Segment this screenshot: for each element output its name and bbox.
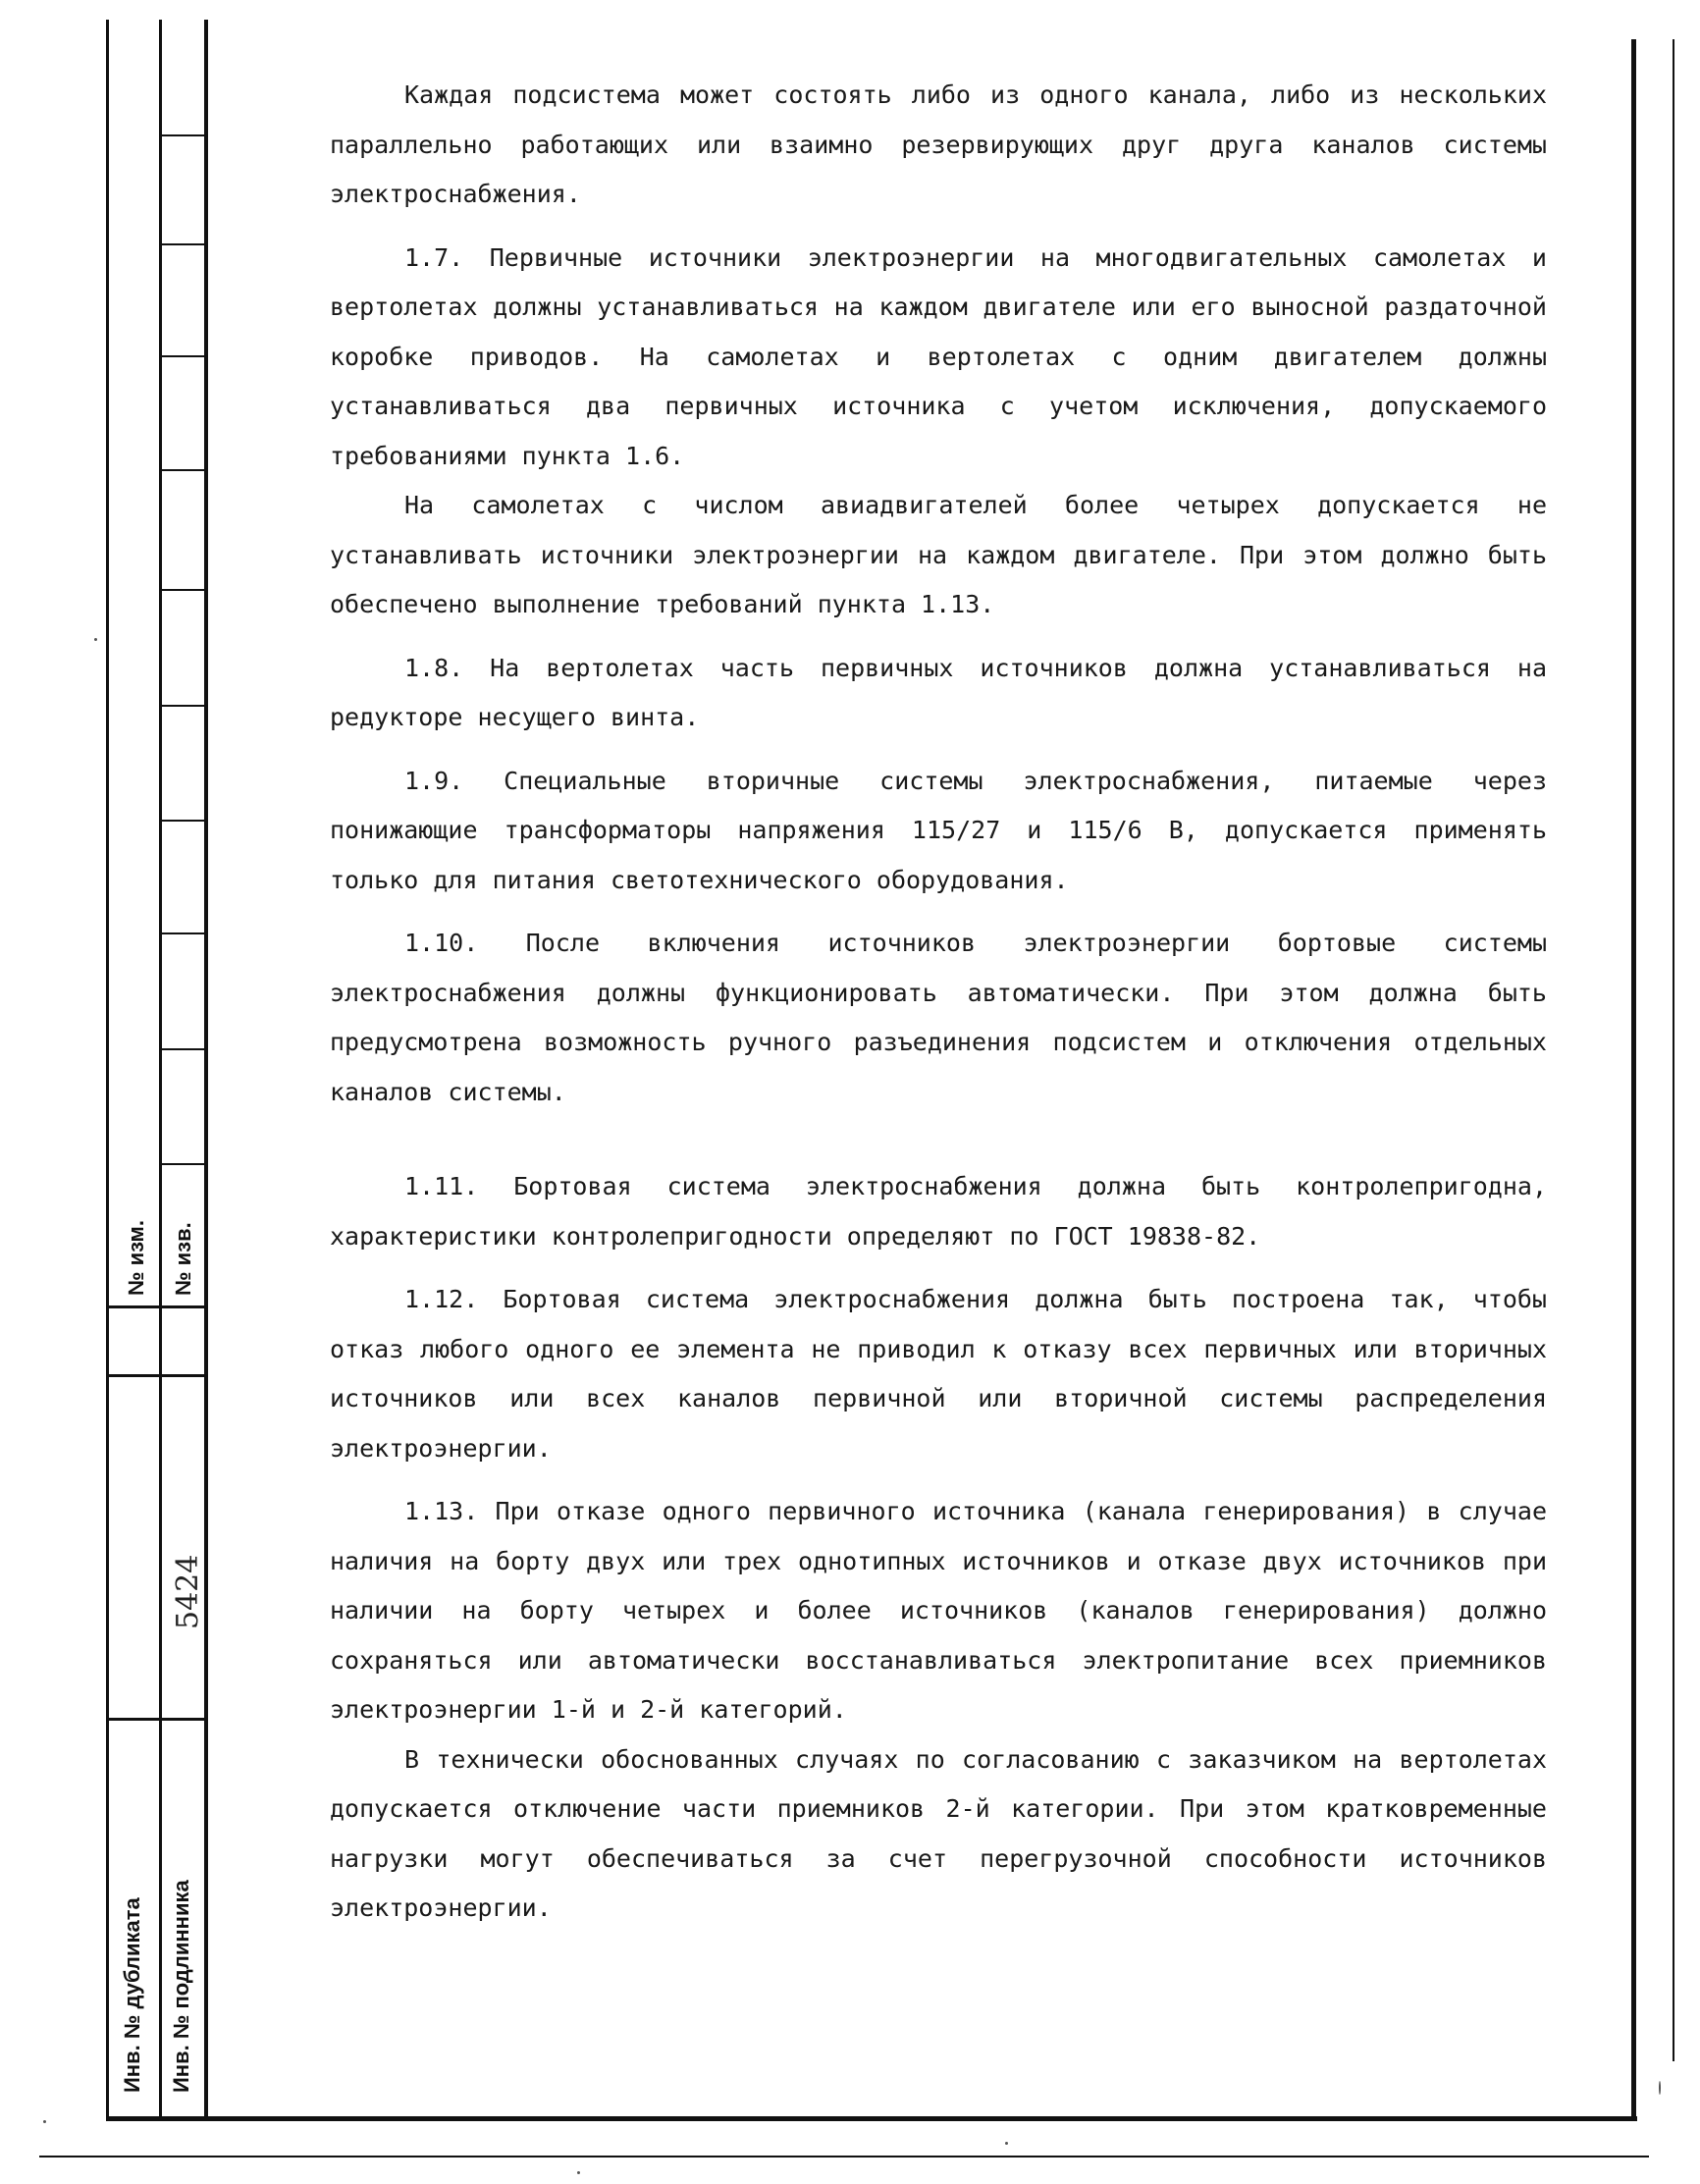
- paragraph-1-10: 1.10. После включения источников электроэнергии бортовые системы электроснабжения должны функционировать автоматически. При этом должна быть предусмотрена возможность ручного разъединения подсистем и отключения отдельных каналов системы.: [330, 929, 1547, 1106]
- scan-speck: [1659, 2081, 1661, 2095]
- label-inv-podlinnika: Инв. № подлинника: [169, 1880, 193, 2093]
- paragraph: В технически обоснованных случаях по согласованию с заказчиком на вертолетах допускается отключение части приемников 2-й категории. При этом кратковременные нагрузки могут обеспечиваться за счет перегрузочной способности источников электроэнергии.: [330, 1744, 1547, 1922]
- paragraph-1-13: 1.13. При отказе одного первичного источника (канала генерирования) в случае наличия на борту двух или трех однотипных источников и отказе двух источников при наличии на борту четырех и более источников (каналов генерирования) должно сохраняться или автоматически восстанавливаться электропитание всех приемников электроэнергии 1-й и 2-й категорий.: [330, 1497, 1547, 1724]
- frame-bottom-line: [106, 2116, 1637, 2121]
- frame-right-line-thin: [1673, 39, 1674, 2061]
- label-inv-dublikata: Инв. № дубликата: [120, 1897, 144, 2093]
- frame-margin-line: [204, 20, 208, 2120]
- paragraph-1-8: 1.8. На вертолетах часть первичных источников должна устанавливаться на редукторе несущего винта.: [330, 653, 1547, 731]
- scan-speck: [577, 2171, 580, 2174]
- document-body: [330, 71, 1547, 1934]
- frame-left-line-inner: [159, 20, 162, 2120]
- scan-speck: [1005, 2142, 1008, 2145]
- paragraph: На самолетах с числом авиадвигателей более четырех допускается не устанавливать источники электроэнергии на каждом двигателе. При этом должно быть обеспечено выполнение требований пункта 1.13.: [330, 491, 1547, 618]
- label-izv: № изв.: [171, 1222, 195, 1296]
- handwritten-inventory-number: 5424: [171, 1554, 205, 1629]
- paragraph-1-12: 1.12. Бортовая система электроснабжения должна быть построена так, чтобы отказ любого одного ее элемента не приводил к отказу всех первичных или вторичных источников или всех каналов первичной или вторичной системы распределения электроэнергии.: [330, 1285, 1547, 1463]
- paragraph: Каждая подсистема может состоять либо из одного канала, либо из нескольких параллельно работающих или взаимно резервирующих друг друга каналов системы электроснабжения.: [330, 80, 1547, 208]
- paragraph-1-7: 1.7. Первичные источники электроэнергии на многодвигательных самолетах и вертолетах должны устанавливаться на каждом двигателе или его выносной раздаточной коробке приводов. На самолетах и вертолетах с одним двигателем должны устанавливаться два первичных источника с учетом исключения, допускаемого требованиями пункта 1.6.: [330, 242, 1547, 470]
- scan-speck: [43, 2120, 46, 2123]
- paragraph-1-11: 1.11. Бортовая система электроснабжения должна быть контролепригодна, характеристики контролепригодности определяют по ГОСТ 19838-82.: [330, 1172, 1547, 1251]
- frame-left-line-outer: [106, 20, 109, 2120]
- frame-right-line: [1631, 39, 1636, 2120]
- paragraph-1-9: 1.9. Специальные вторичные системы электроснабжения, питаемые через понижающие трансформаторы напряжения 115/27 и 115/6 В, допускается применять только для питания светотехнического оборудования.: [330, 766, 1547, 894]
- scan-speck: [94, 638, 97, 641]
- label-izm: № изм.: [124, 1220, 148, 1296]
- frame-bottom-line-outer: [39, 2156, 1649, 2157]
